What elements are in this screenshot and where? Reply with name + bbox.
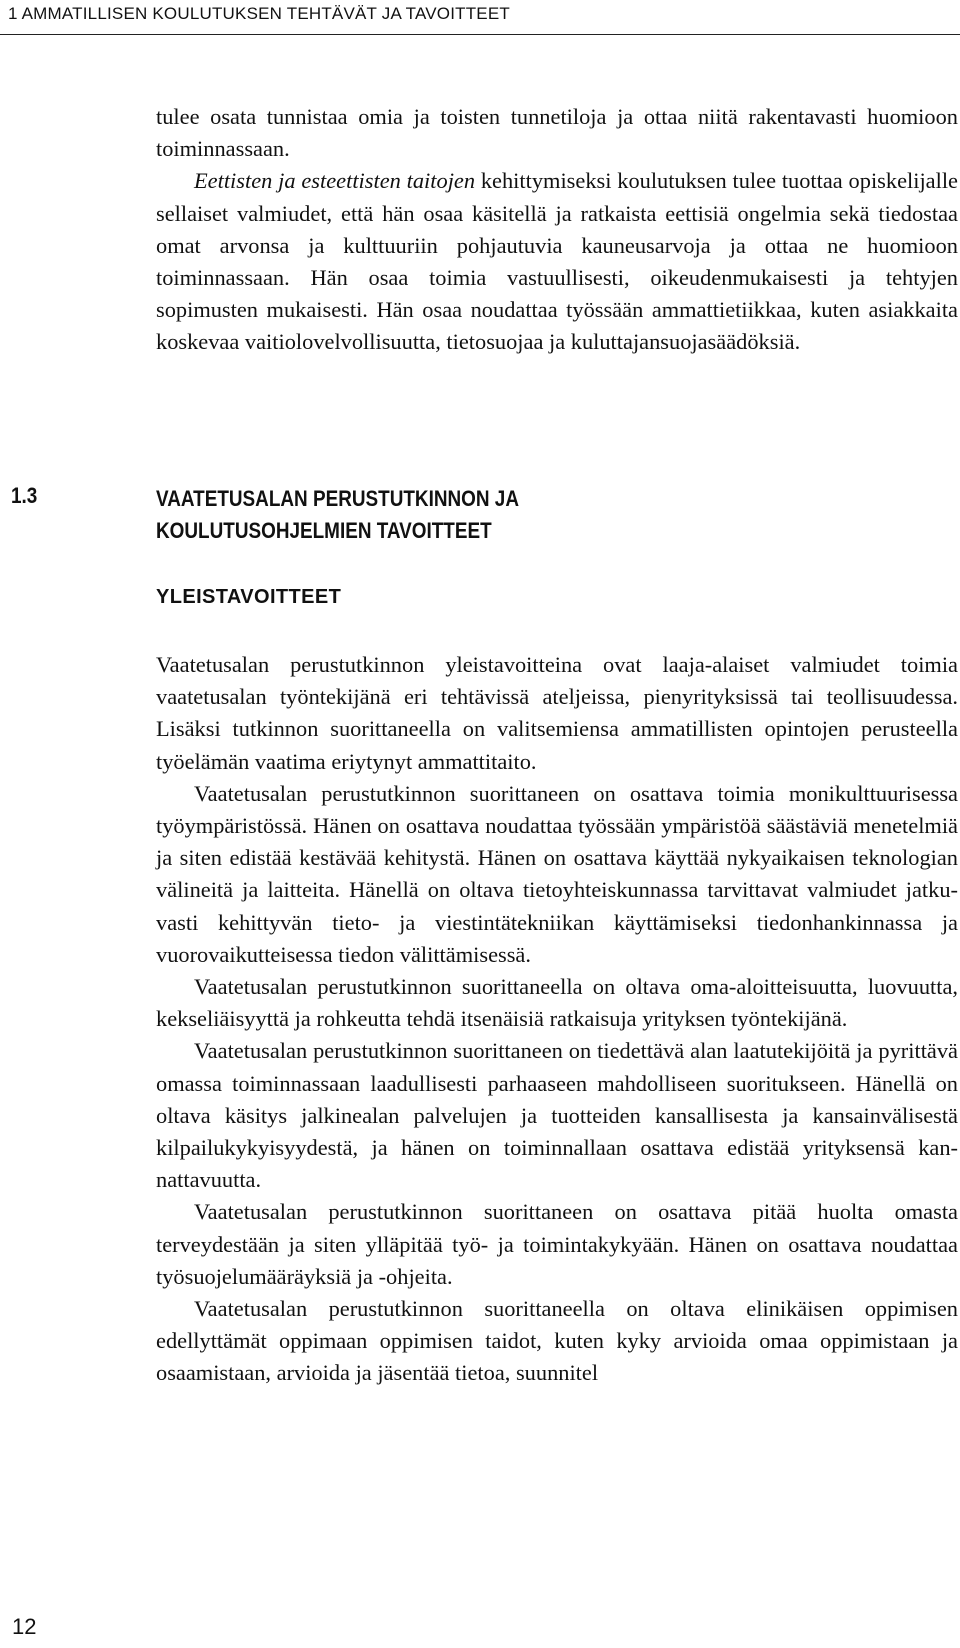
running-header: 1 AMMATILLISEN KOULUTUKSEN TEHTÄVÄT JA TAVOITTEET xyxy=(8,4,510,23)
italic-phrase: Eettisten ja esteettisten taitojen xyxy=(194,168,476,194)
body-paragraph: Vaatetusalan perustutkinnon yleistavoitteina ovat laaja-alaiset valmiudet toimia vaatetusalan työntekijänä eri tehtävissä ateljeissa, pienyrityksissä tai teollisuudessa. Lisäksi tutkinnon suorittaneella on valitsemiensa ammatillisten opintojen perusteella työelämän vaatima eriytynyt ammattitaito. xyxy=(156,652,958,774)
body-paragraph: Vaatetusalan perustutkinnon suorittaneen on tiedettävä alan laatutekijöitä ja pyrittävä omassa toiminnassaan laadullisesti parhaaseen mahdolliseen suoritukseen. Hänellä on oltava käsitys jalkinealan palvelujen ja tuotteiden kansallisesta ja kansainvälisestä kilpailukykyisyydestä, ja hänen on toiminnallaan osattava edistää yrityksensä kannattavuutta. xyxy=(156,1038,958,1193)
page-number: 12 xyxy=(12,1614,37,1639)
section-title xyxy=(156,483,810,547)
body-paragraph: Vaatetusalan perustutkinnon suorittaneen on osattava toimia monikulttuurisessa työympäristössä. Hänen on osattava noudattaa työssään ympäristöä säästäviä menetelmiä ja siten edistää kestävää kehitystä. Hänen on osattava käyttää nykyaikaisen teknologian välineitä ja laitteita. Hänellä on oltava tietoyhteiskunnassa tarvittavat valmiudet jatkuvasti kehittyvän tieto- ja viestintätekniikan käyttämiseksi tiedonhankinnassa ja vuorovaikutteisessa tiedon välittämisessä. xyxy=(156,780,958,967)
body-paragraph: Vaatetusalan perustutkinnon suorittaneella on oltava oma-aloitteisuutta, luovuutta, kekseliäisyyttä ja rohkeutta tehdä itsenäisiä ratkaisuja yrityksen työntekijänä. xyxy=(156,974,958,1032)
section-number: 1.3 xyxy=(11,483,38,508)
main-text-block xyxy=(156,649,958,1390)
intro-paragraph-1: tulee osata tunnistaa omia ja toisten tunnetiloja ja ottaa niitä rakentavasti huomioon toiminnassaan. xyxy=(156,104,958,162)
subheading: YLEISTAVOITTEET xyxy=(156,586,342,608)
body-paragraph: Vaatetusalan perustutkinnon suorittaneella on oltava elinikäisen oppimisen edellyttämät oppimaan oppimisen taidot, kuten kyky arvioida omaa oppimistaan ja osaamistaan, arvioida ja jäsentää tietoa, suunnitel xyxy=(156,1296,958,1386)
section-title-line-2: KOULUTUSOHJELMIEN TAVOITTEET xyxy=(156,518,492,543)
body-paragraph: Vaatetusalan perustutkinnon suorittaneen on osattava pitää huolta omasta terveydestään ja siten ylläpitää työ- ja toimintakykyään. Hänen on osattava noudattaa työsuojelumääräyksiä ja -ohjeita. xyxy=(156,1199,958,1289)
header-divider xyxy=(0,34,960,35)
intro-paragraph-2 xyxy=(156,165,958,358)
intro-paragraph-2-text: kehittymiseksi koulutuksen tulee tuottaa opiskelijalle sellaiset valmiudet, että hän osaa käsitellä ja ratkaista eettisiä ongelmia sekä tiedostaa omat arvonsa ja kulttuuriin pohjautuvia kauneusarvoja ja ottaa ne huomioon toiminnassaan. Hän osaa toimia vastuullisesti, oikeudenmukaisesti ja tehtyjen sopimusten mukaisesti. Hän osaa noudattaa työssään ammattietiikkaa, kuten asiakkaita koskevaa vaitiolovelvollisuutta, tietosuojaa ja kuluttajansuojasäädöksiä. xyxy=(156,168,958,355)
section-title-line-1: VAATETUSALAN PERUSTUTKINNON JA xyxy=(156,486,520,511)
intro-text-block xyxy=(156,101,958,359)
